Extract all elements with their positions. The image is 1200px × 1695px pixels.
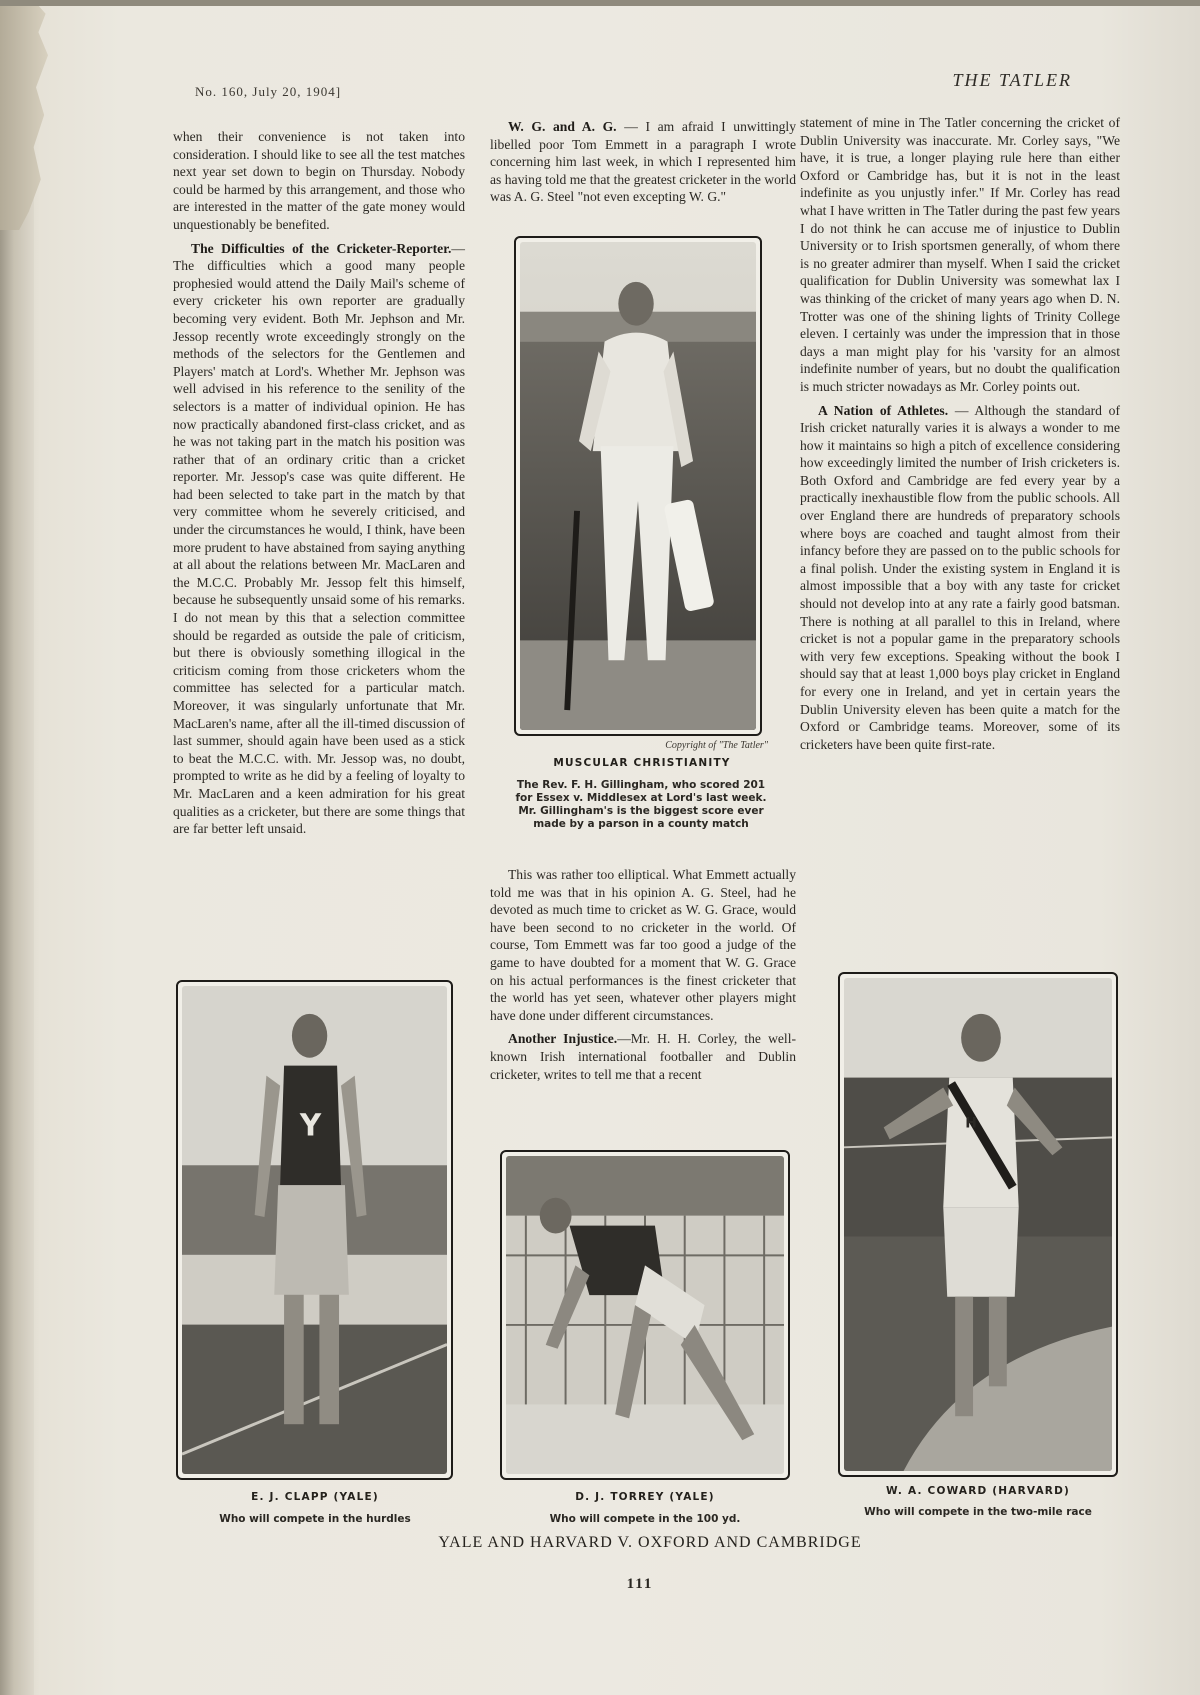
- section-title: YALE AND HARVARD V. OXFORD AND CAMBRIDGE: [438, 1534, 862, 1551]
- column-2-top: [490, 118, 796, 212]
- athlete-caption: Who will compete in the two-mile race: [864, 1506, 1092, 1518]
- sprinter-photo: [506, 1156, 784, 1474]
- paragraph: This was rather too elliptical. What Emmett actually told me was that in his opinion A. G. Steel, had he devoted as much time to cricket as W. G. Grace, would have been second to no cricketer in the world. Of course, Tom Emmett was far too good a judge of the game to have doubted for a moment that W. G. Grace on his actual performances is the finest cricketer that the world has yet seen, whatever other players might have done under different circumstances.: [490, 867, 796, 1023]
- hurdler-photo: [182, 986, 447, 1474]
- paragraph: [490, 118, 796, 206]
- paragraph-body: — I am afraid I unwittingly libelled poor Tom Emmett in a paragraph I wrote concerning him last week, in which I represented him as having told me that the greatest cricketer in the world was A. G. Steel "not even excepting W. G.": [490, 119, 796, 205]
- paragraph-heading: A Nation of Athletes.: [818, 402, 949, 418]
- masthead: THE TATLER: [952, 70, 1072, 90]
- svg-text:Y: Y: [299, 1107, 322, 1143]
- column-1: [173, 128, 465, 844]
- photo-title: MUSCULAR CHRISTIANITY: [553, 757, 731, 769]
- runner-photo: [844, 978, 1112, 1471]
- athlete-name: D. J. TORREY (YALE): [575, 1491, 715, 1503]
- page-number: 111: [626, 1576, 654, 1592]
- photo-coward: [838, 972, 1118, 1477]
- torn-edge: [0, 0, 48, 230]
- photo-caption: The Rev. F. H. Gillingham, who scored 201 for Essex v. Middlesex at Lord's last week. Mr. Gillingham's is the biggest score ever made by a parson in a county match: [515, 779, 767, 830]
- paragraph-body: —The difficulties which a good many people prophesied would attend the Daily Mail's scheme of every cricketer his own reporter are gradually becoming very evident. Both Mr. Jephson and Mr. Jessop recently wrote exceedingly strongly on the methods of the selectors for the Gentlemen and Players' match at Lord's. Whether Mr. Jephson was well advised in his reference to the senility of the selectors is a matter of individual opinion. He has now practically abandoned first-class cricket, and as he was not taking part in the match his position was rather that of an ordinary critic than a cricket reporter. Mr. Jessop's case was quite different. He had been selected to take part in the match by that very committee whom he severely criticised, and under the circumstances he would, I think, have been more prudent to have abstained from saying anything at all about the relations between Mr. MacLaren and the M.C.C. Probably Mr. Jessop felt this himself, because he subsequently unsaid some of his remarks. I do not mean by this that a selection committee should be regarded as outside the pale of criticism, but there is obviously something illogical in the criticism coming from those cricketers whom the committee has selected for a particular match. Moreover, it was singularly unfortunate that Mr. MacLaren's name, after all the ill-timed discussion of last summer, should again have been used as a stick to beat the M.C.C. with. Mr. Jessop was, no doubt, prompted to write as he did by a feeling of loyalty to Mr. MacLaren and a keen admiration for his great qualities as a cricketer, but there are some things that are far better left unsaid.: [173, 240, 465, 837]
- svg-text:H: H: [965, 1115, 977, 1132]
- photo-clapp: [176, 980, 453, 1480]
- photo-credit: Copyright of "The Tatler": [665, 740, 768, 751]
- cricketer-photo: [520, 242, 756, 730]
- paragraph-heading: Another Injustice.: [508, 1031, 618, 1047]
- page-top-edge: [0, 0, 1200, 6]
- paragraph-heading: The Difficulties of the Cricketer-Reporter.: [191, 240, 452, 256]
- paragraph: statement of mine in The Tatler concerning the cricket of Dublin University was inaccurate. Mr. Corley says, "We have, it is true, a longer playing rule here than either Oxford or Cambridge has, but it is not in the least indefinite as you unjustly infer." If Mr. Corley has read what I have written in The Tatler during the past few years I do not think he can accuse me of injustice to Dublin University or to Irish sportsmen generally, of whom there is no greater admirer than myself. When I said the cricket qualification for Dublin University was somewhat lax I was thinking of the cricket of many years ago when D. N. Trotter was one of the shining lights of Trinity College eleven. I certainly was under the impression that in those days a man might play for his 'varsity for an almost indefinite number of years, but no doubt the qualification is much stricter nowadays as Mr. Corley points out.: [800, 115, 1120, 394]
- paragraph-body: — Although the standard of Irish cricket naturally varies it is always a wonder to me how it maintains so high a pitch of excellence considering how exceedingly limited the number of Irish cricketers is. Both Oxford and Cambridge are fed every year by a practically inexhaustible flow from the public schools. All over England there are hundreds of preparatory schools where boys are coached and taught almost from their infancy before they are passed on to the public schools for a final polish. Under the existing system in England it is almost impossible that a boy with any taste for cricket should not develop into at any rate a fairly good batsman. There is nothing at all parallel to this in Ireland, where cricket is not a popular game in the preparatory schools with very few exceptions. Speaking without the book I should say that at least 1,000 boys play cricket in England for every one in Ireland, and yet in certain years the Dublin University eleven has been quite a match for the Oxford or Cambridge teams. Moreover, some of its cricketers have been quite first-rate.: [800, 402, 1120, 752]
- photo-gillingham: [514, 236, 762, 736]
- photo-torrey: [500, 1150, 790, 1480]
- paragraph: [173, 240, 465, 838]
- column-3: [800, 114, 1120, 759]
- column-2-bottom: [490, 866, 796, 1089]
- paragraph-body: —Mr. H. H. Corley, the well-known Irish international footballer and Dublin cricketer, writes to tell me that a recent: [490, 1031, 796, 1082]
- binding-spine: [0, 0, 34, 1695]
- athlete-caption: Who will compete in the 100 yd.: [549, 1513, 741, 1525]
- athlete-name: W. A. COWARD (HARVARD): [886, 1485, 1070, 1497]
- athlete-name: E. J. CLAPP (YALE): [251, 1491, 379, 1503]
- paragraph: when their convenience is not taken into consideration. I should like to see all the test matches next year set down to begin on Thursday. Nobody could be harmed by this arrangement, and those who are interested in the matter of the gate money would unquestionably be benefited.: [173, 129, 465, 232]
- paragraph: [490, 1030, 796, 1083]
- issue-line: No. 160, July 20, 1904]: [195, 84, 342, 99]
- paragraph-heading: W. G. and A. G.: [508, 119, 617, 134]
- athlete-caption: Who will compete in the hurdles: [219, 1513, 411, 1525]
- paragraph: [800, 402, 1120, 754]
